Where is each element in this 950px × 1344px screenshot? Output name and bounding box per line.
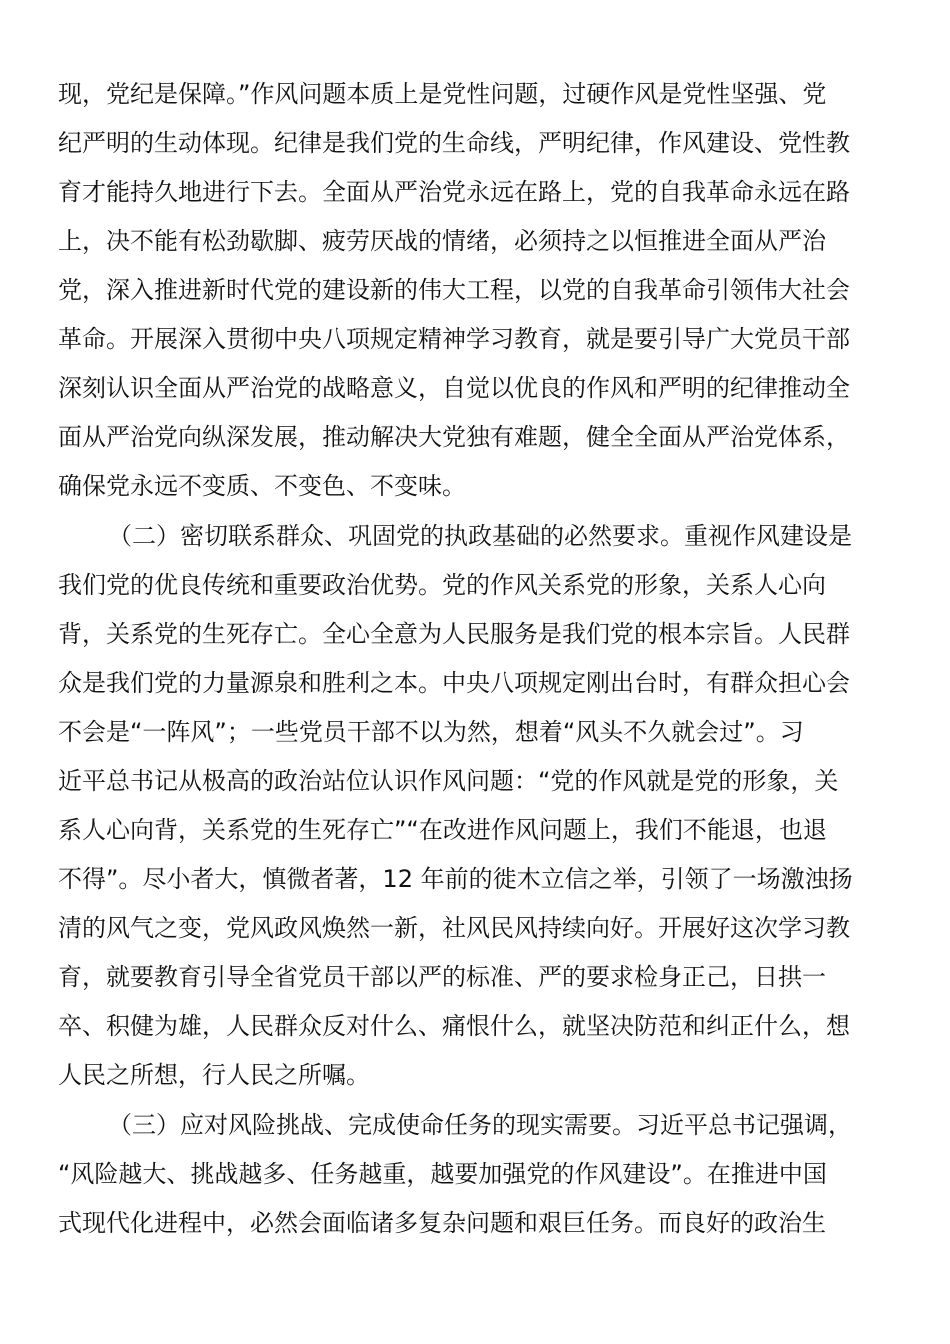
text-line: 深刻认识全面从严治党的战略意义，自觉以优良的作风和严明的纪律推动全: [58, 374, 850, 402]
text-line: 我们党的优良传统和重要政治优势。党的作风关系党的形象，关系人心向: [58, 571, 826, 599]
text-line: 背，关系党的生死存亡。全心全意为人民服务是我们党的根本宗旨。人民群: [58, 620, 850, 648]
text-line: 纪严明的生动体现。纪律是我们党的生命线，严明纪律，作风建设、党性教: [58, 129, 850, 157]
text-line: 众是我们党的力量源泉和胜利之本。中央八项规定刚出台时，有群众担心会: [58, 669, 850, 697]
text-line: 人民之所想，行人民之所嘱。: [58, 1061, 370, 1089]
section-heading-line: （三）应对风险挑战、完成使命任务的现实需要。习近平总书记强调，: [108, 1111, 852, 1139]
text-line: 系人心向背，关系党的生死存亡”“在改进作风问题上，我们不能退，也退: [58, 816, 827, 844]
text-line: 育才能持久地进行下去。全面从严治党永远在路上，党的自我革命永远在路: [58, 178, 850, 206]
text-line: 上，决不能有松劲歇脚、疲劳厌战的情绪，必须持之以恒推进全面从严治: [58, 227, 826, 255]
text-line: 育，就要教育引导全省党员干部以严的标准、严的要求检身正己，日拱一: [58, 963, 826, 991]
text-line: 卒、积健为雄，人民群众反对什么、痛恨什么，就坚决防范和纠正什么，想: [58, 1012, 850, 1040]
text-line: “风险越大、挑战越多、任务越重，越要加强党的作风建设”。在推进中国: [58, 1160, 827, 1188]
text-line: 党，深入推进新时代党的建设新的伟大工程，以党的自我革命引领伟大社会: [58, 276, 850, 304]
text-line: 不得”。尽小者大，慎微者著，12 年前的徙木立信之举，引领了一场激浊扬: [58, 865, 853, 893]
text-line: 不会是“一阵风”；一些党员干部不以为然，想着“风头不久就会过”。习: [58, 718, 804, 746]
text-line: 近平总书记从极高的政治站位认识作风问题：“党的作风就是党的形象，关: [58, 767, 839, 795]
text-line: 确保党永远不变质、不变色、不变味。: [58, 472, 466, 500]
text-line: 面从严治党向纵深发展，推动解决大党独有难题，健全全面从严治党体系，: [58, 423, 850, 451]
text-line: 式现代化进程中，必然会面临诸多复杂问题和艰巨任务。而良好的政治生: [58, 1209, 826, 1237]
text-line: 革命。开展深入贯彻中央八项规定精神学习教育，就是要引导广大党员干部: [58, 325, 850, 353]
text-line: 清的风气之变，党风政风焕然一新，社风民风持续向好。开展好这次学习教: [58, 914, 850, 942]
text-line: 现，党纪是保障。”作风问题本质上是党性问题，过硬作风是党性坚强、党: [58, 80, 827, 108]
section-heading-line: （二）密切联系群众、巩固党的执政基础的必然要求。重视作风建设是: [108, 522, 852, 550]
